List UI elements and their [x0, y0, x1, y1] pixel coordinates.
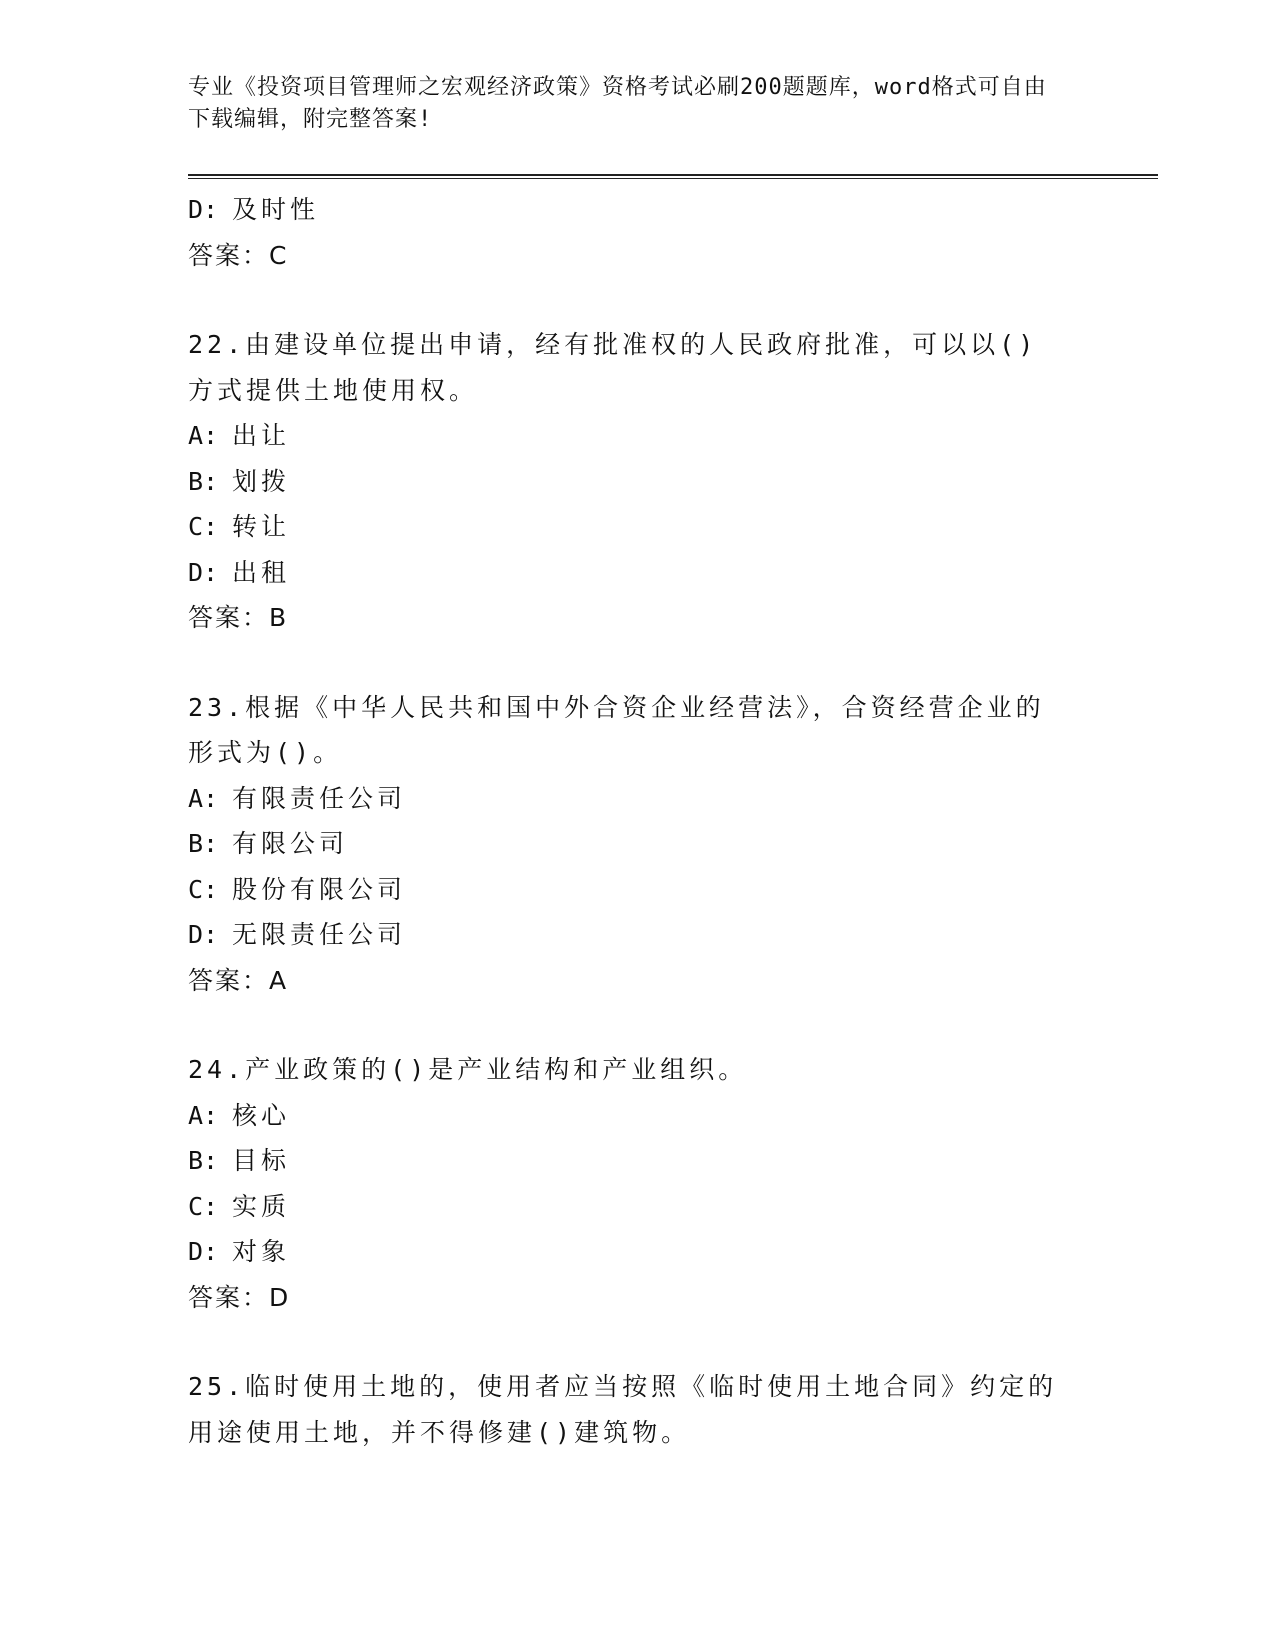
option-letter: A:: [188, 783, 219, 813]
header-divider: [188, 174, 1158, 179]
option-a: [188, 413, 1158, 459]
option-c: [188, 867, 1158, 913]
answer-line: 答案：A: [188, 965, 289, 995]
option-letter: B:: [188, 1146, 219, 1175]
option-text: 目标: [232, 1146, 291, 1175]
option-letter: C:: [188, 874, 219, 904]
option-letter: D:: [188, 557, 219, 587]
option-c: [188, 504, 1158, 550]
question-stem: 22.由建设单位提出申请，经有批准权的人民政府批准，可以以()方式提供土地使用权。: [188, 330, 1038, 405]
document-header: 专业《投资项目管理师之宏观经济政策》资格考试必刷200题题库，word格式可自由下载编辑，附完整答案!: [188, 75, 1047, 132]
option-text: 转让: [232, 512, 291, 541]
option-letter: B:: [188, 466, 219, 496]
option-b: [188, 459, 1158, 505]
question-stem: 24.产业政策的()是产业结构和产业组织。: [188, 1055, 748, 1084]
option-letter: D:: [188, 1237, 219, 1266]
option-d: [188, 912, 1158, 958]
option-c: [188, 1184, 1158, 1230]
option-letter: A:: [188, 1100, 219, 1130]
option-b: [188, 1138, 1158, 1184]
option-text: 出租: [232, 557, 291, 587]
option-letter: D:: [188, 920, 219, 949]
option-text: 及时性: [232, 195, 320, 224]
option-text: 有限责任公司: [232, 783, 407, 813]
option-text: 无限责任公司: [232, 920, 407, 949]
option-text: 对象: [232, 1237, 291, 1266]
option-text: 股份有限公司: [232, 874, 407, 904]
option-letter: B:: [188, 829, 219, 858]
option-a: [188, 776, 1158, 822]
question-content: [188, 187, 1158, 1455]
option-d: [188, 1229, 1158, 1275]
document-page: [188, 72, 1158, 1455]
option-text: 出让: [232, 421, 291, 450]
question-stem: 23.根据《中华人民共和国中外合资企业经营法》，合资经营企业的形式为()。: [188, 692, 1045, 767]
option-text: 核心: [232, 1100, 291, 1130]
option-letter: D:: [188, 195, 219, 224]
option-text: 实质: [232, 1191, 291, 1221]
answer-line: 答案：C: [188, 240, 289, 270]
option-a: [188, 1093, 1158, 1139]
option-letter: C:: [188, 1191, 219, 1221]
option-d: [188, 187, 1158, 233]
answer-line: 答案：B: [188, 603, 289, 632]
option-b: [188, 821, 1158, 867]
option-letter: A:: [188, 421, 219, 450]
question-stem: 25.临时使用土地的，使用者应当按照《临时使用土地合同》约定的用途使用土地，并不得修建()建筑物。: [188, 1372, 1058, 1447]
option-text: 划拨: [232, 466, 291, 496]
option-text: 有限公司: [232, 829, 349, 858]
answer-line: 答案：D: [188, 1282, 291, 1312]
option-letter: C:: [188, 512, 219, 541]
option-d: [188, 550, 1158, 596]
